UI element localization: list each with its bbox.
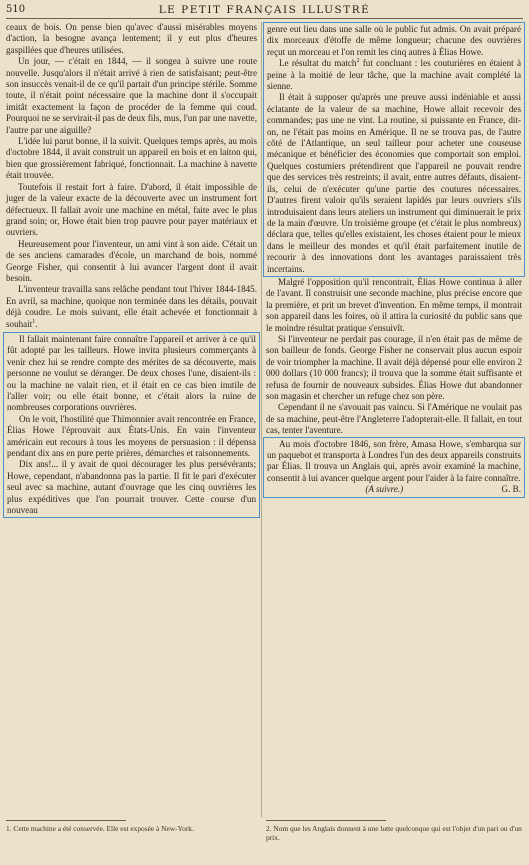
to-be-continued: (A suivre.) — [365, 484, 404, 495]
left-column — [6, 22, 257, 518]
paragraph: Cependant il ne s'avouait pas vaincu. Si l'Amérique ne voulait pas de sa machine, peut-être l'Angleterre l'adopterait-elle. Il fallait, en tout cas, tenter l'aventure. — [266, 402, 522, 436]
magazine-title: LE PETIT FRANÇAIS ILLUSTRÉ — [158, 4, 371, 16]
footnote-rule — [6, 820, 126, 821]
paragraph: Heureusement pour l'inventeur, un ami vint à son aide. C'était un de ses anciens camarades d'école, un marchand de bois, nommé George Fisher, qui consentit à lui avancer l'argent dont il avait besoin. — [6, 238, 257, 283]
author-initials: G. B. — [501, 484, 521, 495]
paragraph-text: Le résultat du match — [279, 58, 357, 69]
paragraph-text: fut concluant : les couturières en étaient à peine à la moitié de leur tâche, que la machine avait complété la sienne. — [267, 58, 521, 92]
paragraph: genre eut lieu dans une salle où le public fut admis. On avait préparé dix morceaux d'étoffe de même longueur; chacune des ouvrières reçut un morceau et l'on remit les cinq autres à Élias Howe. — [267, 24, 521, 57]
page-header — [6, 2, 523, 19]
highlight-box-left — [3, 332, 260, 519]
footnote-ref: 2 — [356, 58, 360, 65]
paragraph: L'inventeur travailla sans relâche pendant tout l'hiver 1844-1845. En avril, sa machine, quoique non terminée dans les détails, pouvait déjà coudre. Le mois suivant, elle était achevée et fonctionnait à souhait$^1$. — [6, 284, 257, 329]
footnote-1: 1. Cette machine a été conservée. Elle est exposée à New-York. — [6, 824, 194, 833]
paragraph: Malgré l'opposition qu'il rencontrait, Élias Howe continua à aller de l'avant. Il construisit une seconde machine, plus précise encore que la première, et prit un brevet d'invention. En même temps, il montrait son appareil dans les foires, où il attira la curiosité du public sans que le moindre résultat pratique s'ensuivît. — [266, 276, 522, 333]
highlight-box-right-bottom — [263, 437, 525, 498]
paragraph: Il était à supposer qu'après une preuve aussi indéniable et aussi éclatante de la valeur de sa machine, Howe allait recevoir des commandes; pas une ne vint. La routine, si puissante en France, dit-on, ne l'était pas moins en Amérique. Il ne se trouva pas, de l'autre côté de l'Atlantique, un seul tailleur pour acheter une couseuse mécanique et bénéficier des économies que comportait son emploi. Quelques costumiers prétendirent que l'appareil ne pouvait rendre que des services très restreints; il avait, entre autres défauts, disaient-ils, celui de n'exécuter qu'une partie des coutures nécessaires. D'autres firent valoir qu'ils seraient lapidés par leurs ouvriers s'ils introduisaient dans leurs ateliers un instrument qui diminuerait le prix de la main d'œuvre. Un troisième groupe (et c'était le plus nombreux) déclara que, telles qu'elles existaient, les choses étaient pour le mieux dans le meilleur des mondes et qu'il était parfaitement inutile de recourir à des innovations dont les avantages paraissaient très incertains. — [267, 92, 521, 274]
footnote-rule — [266, 820, 386, 821]
paragraph: Un jour, — c'était en 1844, — il songea à suivre une route nouvelle. Jusqu'alors il n'était arrivé à rien de satisfaisant; peut-être son insuccès venait-il de ce qu'il partait d'un principe stérile. Somme toute, il n'était point nécessaire que la machine dont il s'occupait imitât exactement la façon de procéder de la femme qui coud. Pourquoi ne se servirait-il pas de deux fils, mus, l'un par une navette, l'autre par une aiguille? — [6, 56, 257, 135]
paragraph: Si l'inventeur ne perdait pas courage, il n'en était pas de même de son bailleur de fonds. George Fisher ne conservait plus aucun espoir de voir triompher la machine. Il avait déjà dépensé pour elle environ 2 000 dollars (10 000 francs); il trouva que la somme était suffisante et refusa de fournir de nouveaux subsides. Élias Howe dut abandonner son magasin et chercher un refuge chez son père. — [266, 333, 522, 401]
column-divider — [261, 22, 262, 817]
right-column — [266, 22, 522, 498]
highlight-box-right — [263, 22, 525, 277]
paragraph: Au mois d'octobre 1846, son frère, Amasa Howe, s'embarqua sur un paquebot et transporta à Londres l'un des deux appareils construits par Élias. Il trouva un Anglais qui, après avoir examiné la machine, consentit à lui avancer quelque argent pour l'aider à la faire connaître. — [267, 438, 521, 483]
paragraph-text: L'inventeur travailla sans relâche pendant tout l'hiver 1844-1845. En avril, sa machine, quoique non terminée dans les détails, pouvait déjà coudre. Le mois suivant, elle était achevée et fonctionnait à souhait — [6, 284, 257, 329]
paragraph: L'idée lui parut bonne, il la suivit. Quelques temps après, au mois d'octobre 1844, il avait construit un appareil en bois et en laiton qui, bien que grossièrement fabriqué, fonctionnait. La machine à navette était trouvée. — [6, 136, 257, 181]
paragraph: Il fallait maintenant faire connaître l'appareil et arriver à ce qu'il fût adopté par les tailleurs. Howe invita plusieurs commerçants à venir chez lui se rendre compte des mérites de sa découverte, mais personne ne voulut se déranger. De deux choses l'une, disaient-ils : ou la machine ne valait rien, et il était en ce cas bien inutile de l'aller voir; ou elle était bonne, et c'était alors la ruine de nombreuses corporations ouvrières. — [7, 333, 256, 413]
paragraph — [267, 58, 521, 92]
page-number: 510 — [6, 4, 26, 15]
paragraph: On le voit, l'hostilité que Thimonnier avait rencontrée en France, Élias Howe l'éprouvait aux États-Unis. En vain l'inventeur américain eut recours à tous les moyens de persuasion : il dépensa pendant dix ans en pure perte prières, démarches et raisonnements. — [7, 413, 256, 459]
footnote-2: 2. Nom que les Anglais donnent à une lutte quelconque qui est l'objet d'un pari ou d'un prix. — [266, 824, 522, 843]
signature-line — [267, 484, 521, 495]
paragraph: ceaux de bois. On pense bien qu'avec d'aussi misérables moyens d'action, la besogne avança lentement; il y eut plus d'heures gaspillées que d'heures utilisées. — [6, 22, 257, 55]
paragraph: Dix ans!... il y avait de quoi décourager les plus persévérants; Howe, cependant, n'abandonna pas la partie. Il fit le pari d'exécuter seul avec sa machine, autant d'ouvrage que les cinq ouvrières les plus expéditives que l'on pourrait trouver. Cette course d'un nouveau — [7, 459, 256, 516]
paragraph: Toutefois il restait fort à faire. D'abord, il était impossible de juger de la valeur exacte de la découverte avec un instrument fort défectueux. Il fallait avoir une machine en métal, faite avec le plus grand soin; or, Howe était bien trop pauvre pour payer matériaux et ouvriers. — [6, 181, 257, 238]
footnote-ref: 1 — [32, 318, 36, 325]
